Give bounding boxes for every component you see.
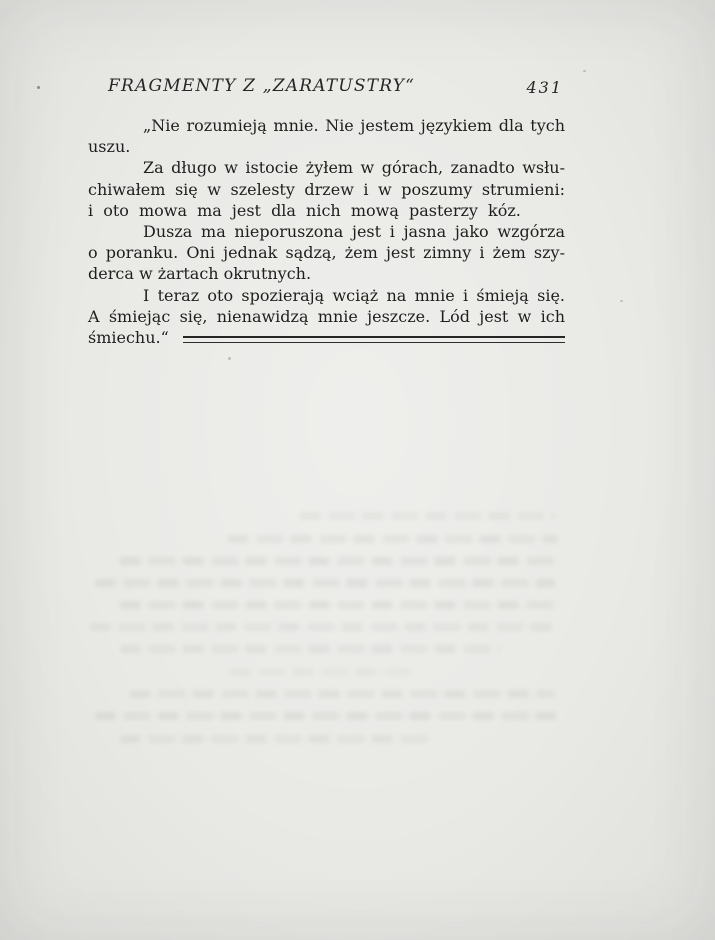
show-through-line (90, 623, 555, 631)
show-through-line (120, 645, 500, 653)
closing-quote-text: śmiechu.“ (88, 328, 169, 348)
page-number: 431 (526, 78, 563, 97)
show-through-line (300, 512, 555, 520)
text-line: derca w żartach okrutnych. (88, 264, 312, 284)
page-header (88, 76, 565, 98)
text-line: „Nie rozumieją mnie. Nie jestem językiem dla tych (143, 116, 565, 135)
text-line: i oto mowa ma jest dla nich mową pasterzy kóz. (88, 200, 521, 220)
running-title: FRAGMENTY Z „ZARATUSTRY“ (108, 76, 416, 96)
show-through-line (95, 579, 555, 587)
show-through-line (120, 735, 430, 743)
text-line: chiwałem się w szelesty drzew i w poszumy strumieni: (88, 179, 565, 199)
text-line: uszu. (88, 137, 131, 157)
text-line: I teraz oto spozierają wciąż na mnie i śmieją się. (143, 285, 565, 305)
paper-speck (583, 70, 586, 72)
text-line: o poranku. Oni jednak sądzą, żem jest zimny i żem szy- (88, 243, 565, 263)
show-through-line (120, 601, 560, 609)
show-through-line (228, 535, 558, 543)
text-line: A śmiejąc się, nienawidzą mnie jeszcze. Lód jest w ich (88, 306, 565, 326)
paper-speck (37, 86, 40, 89)
section-end-rule (183, 336, 565, 343)
show-through-line (130, 690, 555, 698)
paper-speck (228, 357, 231, 360)
page-text (88, 115, 565, 348)
paper-speck (620, 300, 623, 302)
show-through-line (95, 712, 560, 720)
text-line: Za długo w istocie żyłem w górach, zanadto wsłu- (143, 158, 565, 178)
text-line (88, 327, 565, 348)
text-line: Dusza ma nieporuszona jest i jasna jako wzgórza (143, 222, 565, 242)
show-through-line (230, 668, 420, 676)
show-through-line (120, 557, 560, 565)
